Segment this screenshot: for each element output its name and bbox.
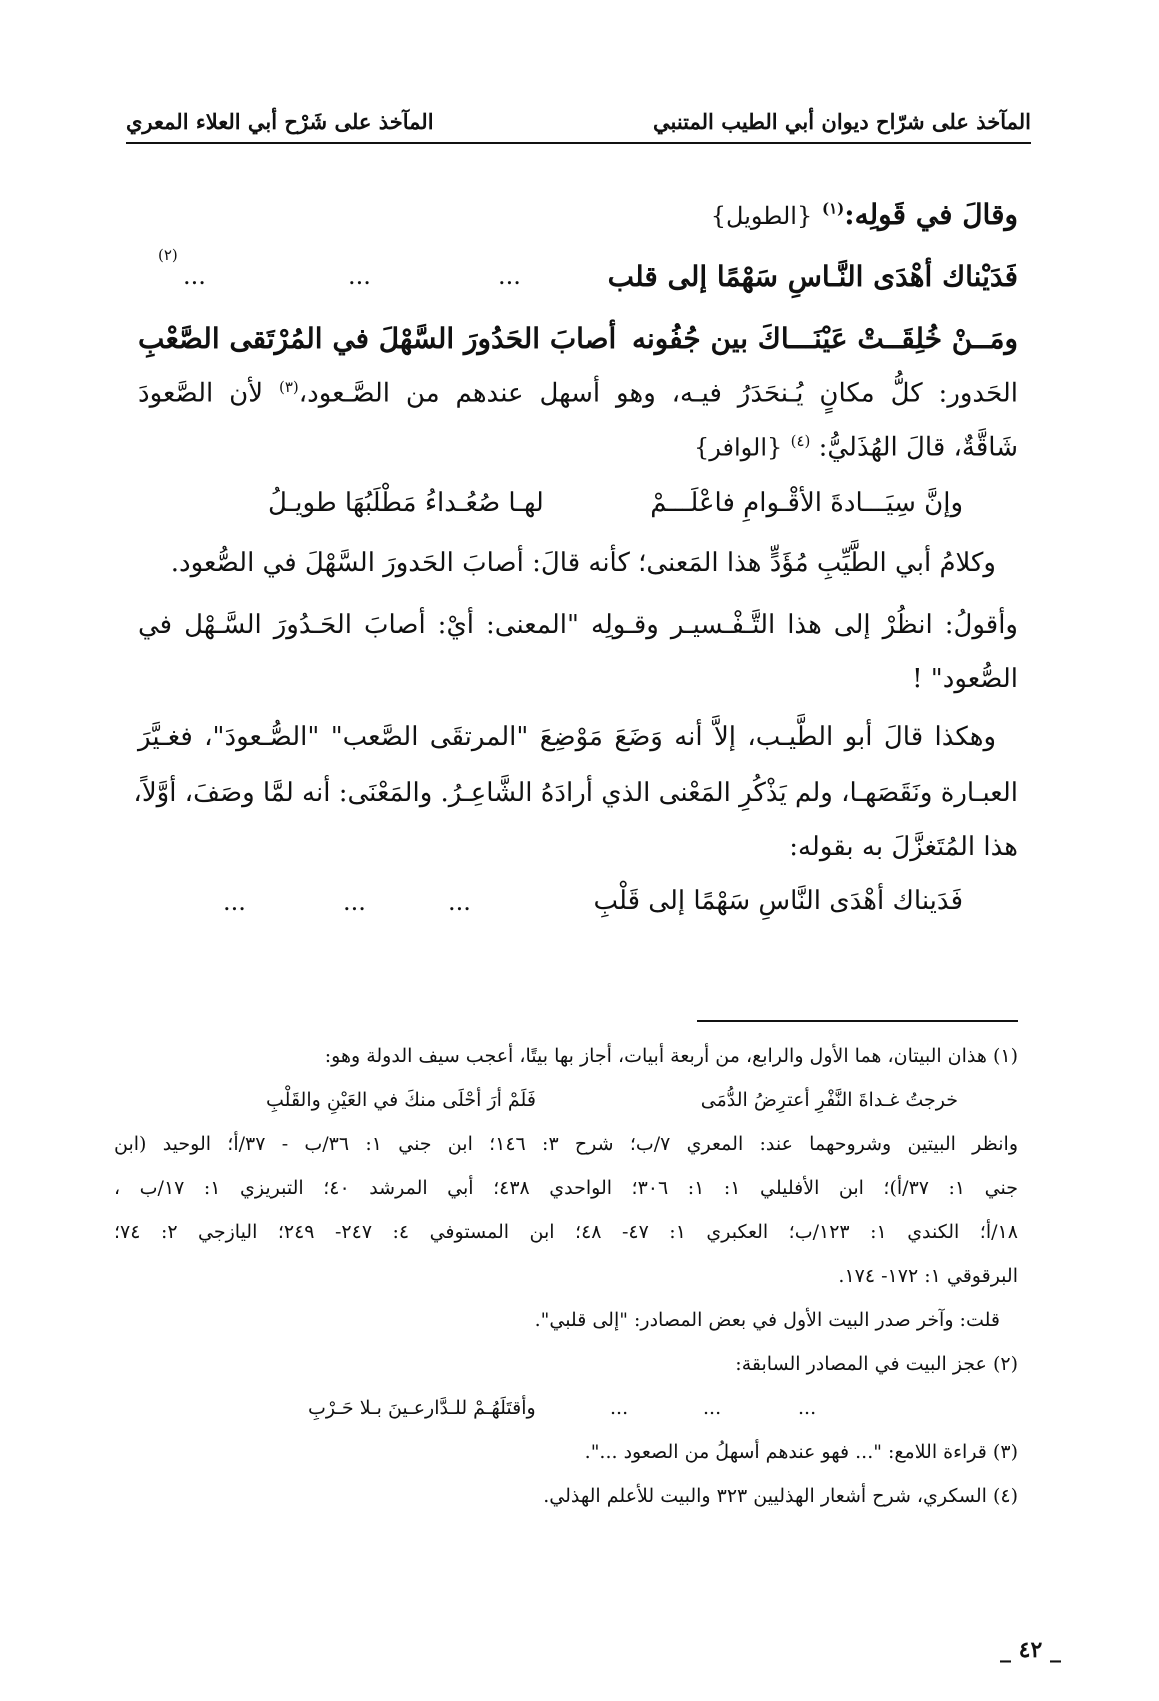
footnote-1-verse-second: فَلَمْ أرَ أحْلَى منكَ في العَيْنِ والقَلْبِ [266,1089,536,1111]
footnote-1-line: البرقوقي ١: ١٧٢- ١٧٤. [838,1265,1018,1287]
meter-label: {الطويل} [710,202,813,230]
paragraph-line: هذا المُتَغزَّلَ به بقوله: [789,832,1018,862]
intro-line [711,198,1018,231]
verse-4-ellipsis: ... [448,888,471,916]
paragraph-line: وكلامُ أبي الطَّيِّبِ مُؤَدٍّ هذا المَعنى؛ كأنه قالَ: أصابَ الحَدورَ السَّهْلَ في الصُّعود. [170,548,996,578]
header-rule [126,142,1031,144]
footnote-ref: (٢) [158,246,178,264]
verse-3-first-hemistich: وإنَّ سِيَـــادةَ الأقْـوامِ فاعْلَـــمْ [650,488,963,518]
footnote-ref: (١) [821,199,845,218]
footnote-2-ellipsis: ... [798,1397,817,1419]
meter-label: {الوافر} [694,433,783,462]
paragraph-line: الصُّعود" ! [912,664,1018,694]
intro-text: وقالَ في قَولِه: [844,198,1018,231]
footnote-2-ellipsis: ... [610,1397,629,1419]
verse-4-ellipsis: ... [223,888,246,916]
paragraph-line [138,378,1018,409]
footnote-3: (٣) قراءة اللامع: "... فهو عندهم أسهلُ من الصعود ...". [584,1441,1018,1463]
footnote-2-ellipsis: ... [703,1397,722,1419]
verse-3-second-hemistich: لهـا صُعُـداءُ مَطْلَبُهَا طويـلُ [268,488,544,518]
running-header [126,96,1031,140]
verse-1-ellipsis: ... [348,262,371,290]
running-title-left: المآخذ على شَرْح أبي العلاء المعري [126,109,434,134]
footnote-2-line: (٢) عجز البيت في المصادر السابقة: [735,1353,1018,1375]
verse-1-ellipsis: ... [183,262,206,290]
paragraph-text: لأن الصَّعودَ [138,378,264,409]
footnote-1-verse-first: خرجتُ غـداةَ النَّفْرِ أعترِضُ الدُّمَى [700,1089,958,1111]
footnote-1-line: وانظر البيتين وشروحهما عند: المعري ٧/ب؛ شرح ٣: ١٤٦؛ ابن جني ١: ٣٦/ب - ٣٧/أ؛ الوحيد (ابن [114,1133,1018,1155]
footnote-1-note: قلت: وآخر صدر البيت الأول في بعض المصادر: "إلى قلبي". [534,1309,1000,1331]
paragraph-text: شَاقَّةٌ، قالَ الهُذَليُّ: [818,432,1018,463]
footnote-1-line: ١٨/أ؛ الكندي ١: ١٢٣/ب؛ العكبري ١: ٤٧- ٤٨؛ ابن المستوفي ٤: ٢٤٧- ٢٤٩؛ اليازجي ٢: ٧٤؛ [114,1221,1018,1243]
paragraph-text: الحَدور: كلُّ مكانٍ يُـنحَدَرُ فيـه، وهو أسهل عندهم من الصَّـعود، [298,378,1019,409]
verse-2-first-hemistich: ومَــنْ خُلِقَــتْ عَيْنَـــاكَ بين جُفُونه [632,322,1018,355]
paragraph-line: وأقولُ: انظُرْ إلى هذا التَّـفْـسيـر وقـولِه "المعنى: أيْ: أصابَ الحَـدُورَ السَّـهْل في [138,610,1018,640]
verse-1-ellipsis: ... [498,262,521,290]
paragraph-line: العبـارة ونَقَصَهـا، ولم يَذْكُرِ المَعْنى الذي أرادَهُ الشَّاعِـرُ. والمَعْنَى: أنه لمَّا وصَفَ، أوَّلاً، [133,778,1018,808]
footnote-1-line: جني ١: ٣٧/أ)؛ ابن الأفليلي ١: ١: ٣٠٦؛ الواحدي ٤٣٨؛ أبي المرشد ٤٠؛ التبريزي ١: ١٧/ب ، [114,1177,1018,1199]
footnote-1-line: (١) هذان البيتان، هما الأول والرابع، من أربعة أبيات، أجاز بها بيتًا، أعجب سيف الدولة وهو: [324,1045,1018,1067]
verse-1-first-hemistich: فَدَيْناك أهْدَى النَّـاسِ سَهْمًا إلى قلب [607,260,1018,293]
footnote-4: (٤) السكري، شرح أشعار الهذليين ٣٢٣ والبيت للأعلم الهذلي. [543,1485,1018,1507]
footnote-ref: (٤) [790,432,811,450]
page-number: _ ٤٢ _ [1000,1637,1061,1663]
footnote-ref: (٣) [278,378,299,396]
verse-4-first-hemistich: فَدَيناك أهْدَى النَّاسِ سَهْمًا إلى قَلْبِ [593,886,963,916]
footnote-rule [697,1020,1018,1022]
paragraph-line: وهكذا قالَ أبو الطَّيـب، إلاَّ أنه وَضَعَ مَوْضِعَ "المرتقَى الصَّعب" "الصُّـعودَ"، فغـيَّرَ [138,722,996,752]
paragraph-line [694,432,1018,463]
verse-2-second-hemistich: أصابَ الحَدُورَ السَّهْلَ في المُرْتَقى الصَّعْبِ [138,322,617,355]
footnote-2-verse: وأقتَلَهُـمْ للـدَّارعـينَ بـلا حَـرْبِ [308,1397,536,1419]
verse-4-ellipsis: ... [343,888,366,916]
running-title-right: المآخذ على شرّاح ديوان أبي الطيب المتنبي [653,109,1031,134]
